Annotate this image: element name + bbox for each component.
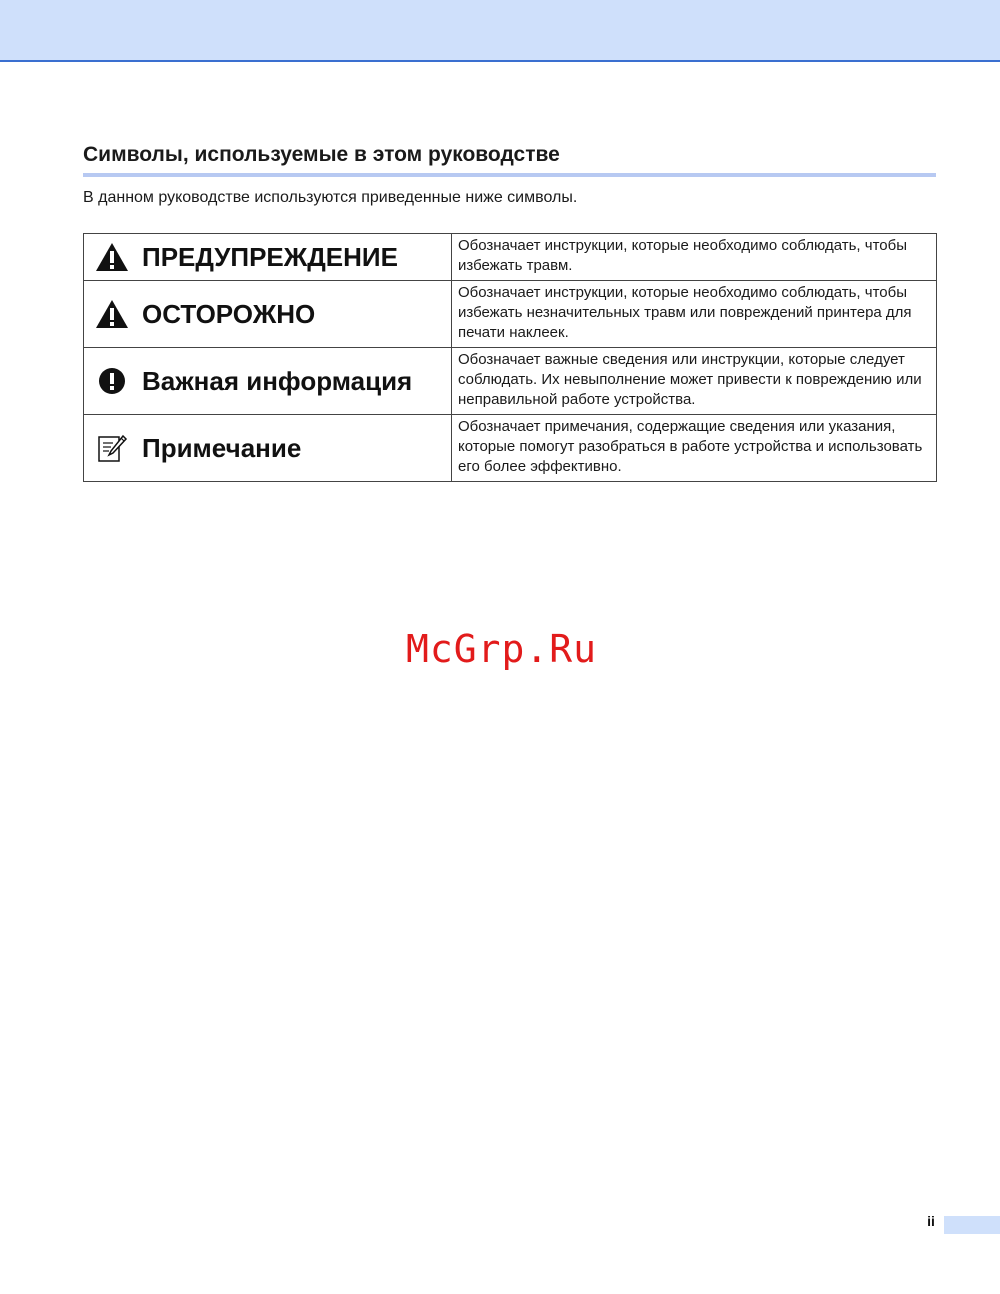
description-cell: Обозначает примечания, содержащие сведения или указания, которые помогут разобраться в работе устройства и использовать его более эффективно. [452, 415, 937, 482]
symbol-label: Важная информация [142, 365, 413, 396]
symbol-cell [84, 415, 452, 482]
watermark-text: McGrp.Ru [406, 627, 598, 671]
symbol-label: Примечание [142, 432, 302, 463]
note-pencil-icon [94, 430, 130, 466]
description-cell: Обозначает инструкции, которые необходимо соблюдать, чтобы избежать травм. [452, 234, 937, 281]
page-number: ii [927, 1213, 935, 1229]
intro-text: В данном руководстве используются приведенные ниже символы. [83, 189, 578, 206]
symbol-label: ПРЕДУПРЕЖДЕНИЕ [142, 241, 398, 272]
symbol-cell [84, 234, 452, 281]
description-cell: Обозначает инструкции, которые необходимо соблюдать, чтобы избежать незначительных травм или повреждений принтера для печати наклеек. [452, 281, 937, 348]
warning-triangle-icon [94, 239, 130, 275]
symbol-label: ОСТОРОЖНО [142, 298, 316, 329]
symbol-cell [84, 281, 452, 348]
section-title: Символы, используемые в этом руководстве [83, 143, 936, 177]
table-row [84, 415, 937, 482]
caution-triangle-icon [94, 296, 130, 332]
symbols-table [83, 233, 937, 482]
table-row [84, 348, 937, 415]
table-row [84, 281, 937, 348]
description-cell: Обозначает важные сведения или инструкции, которые следует соблюдать. Их невыполнение может привести к повреждению или неправильной работе устройства. [452, 348, 937, 415]
footer-band [944, 1216, 1000, 1234]
header-band [0, 0, 1000, 62]
table-row [84, 234, 937, 281]
important-exclamation-icon [94, 363, 130, 399]
symbol-cell [84, 348, 452, 415]
